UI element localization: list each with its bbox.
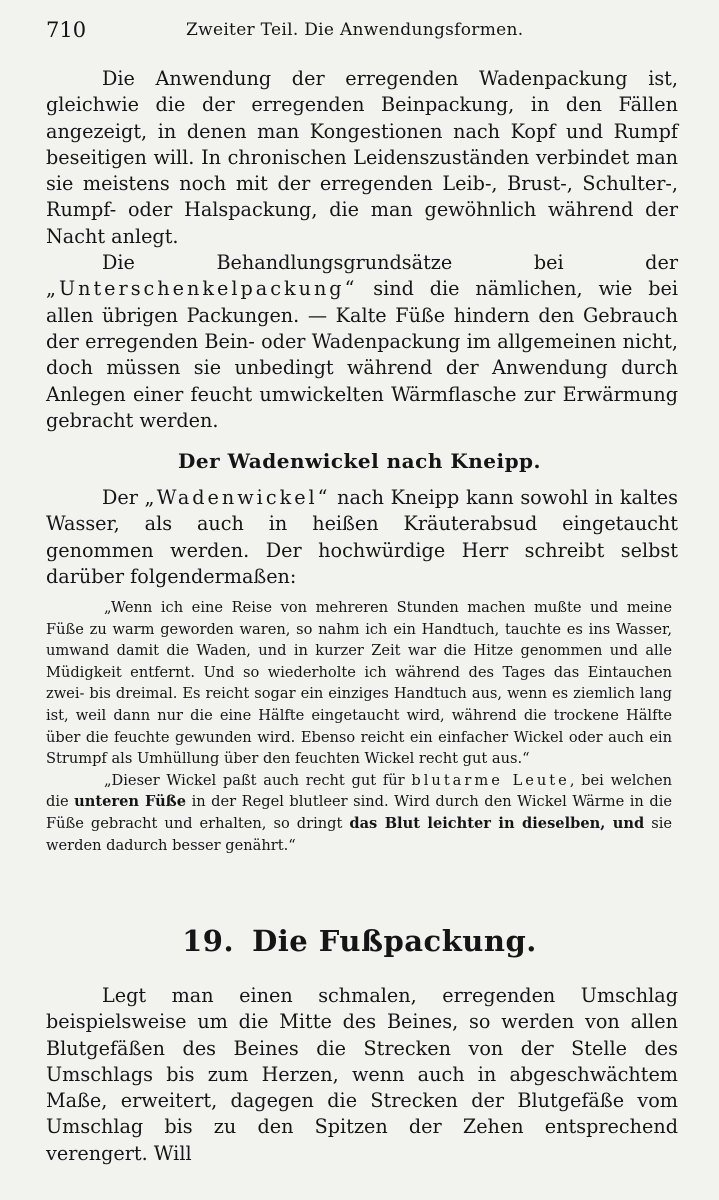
quote-text: , bei welchen die <box>46 771 672 811</box>
quote-text: sie werden dadurch besser genährt.“ <box>46 814 673 854</box>
bold-term: unteren Füße <box>74 793 187 811</box>
paragraph-kneipp-intro <box>46 485 678 590</box>
paragraph-text: sind die nämlichen, wie bei allen übrigen Packungen. — Kalte Füße hindern den Gebrauch der erregenden Bein- oder Wadenpackung im allgemeinen nicht, doch müssen sie unbedingt während der Anwendung durch Anlegen einer feucht umwickelten Wärmflasche zur Erwärmung gebracht werden. <box>46 277 678 432</box>
emphasized-term: „Unterschenkelpackung“ <box>46 277 358 301</box>
paragraph-text: Die Behandlungsgrundsätze bei der <box>102 251 678 275</box>
kneipp-quotation <box>46 597 672 856</box>
chapter-title: Die Fußpackung. <box>252 924 537 958</box>
chapter-number: 19. <box>182 924 235 958</box>
bold-term: das Blut leichter in dieselben, und <box>349 814 645 832</box>
paragraph-treatment-principles <box>46 250 678 434</box>
text-block-top <box>46 66 678 434</box>
emphasized-term: „Wadenwickel“ <box>144 486 331 509</box>
quote-text: „Dieser Wickel paßt auch recht gut für <box>104 771 412 789</box>
running-head: Zweiter Teil. Die Anwendungsformen. <box>186 20 524 40</box>
quote-text: in der Regel blutleer sind. Wird durch den Wickel Wärme in die Füße gebracht und erhalten, so dringt <box>46 793 672 832</box>
quote-paragraph-2 <box>46 770 672 856</box>
text-block-kneipp-intro <box>46 485 678 590</box>
paragraph-wadenpackung-indication: Die Anwendung der erregenden Wadenpackung ist, gleichwie die der erregenden Beinpackung, in den Fällen angezeigt, in denen man Kongestionen nach Kopf und Rumpf beseitigen will. In chronischen Leidenszuständen verbindet man sie meistens noch mit der erregenden Leib-, Brust-, Schulter-, Rumpf- oder Halspackung, die man gewöhnlich während der Nacht anlegt. <box>46 67 678 248</box>
paragraph-text: Der <box>102 486 145 509</box>
emphasized-term: blutarme Leute <box>411 771 570 789</box>
page-header <box>46 18 676 48</box>
quote-paragraph-1: „Wenn ich eine Reise von mehreren Stunden machen mußte und meine Füße zu warm geworden waren, so nahm ich ein Handtuch, tauchte es ins Wasser, umwand damit die Waden, und in kurzer Zeit war die Hitze genommen und alle Müdigkeit entfernt. Und so wiederholte ich während des Tages das Eintauchen zwei- bis dreimal. Es reicht sogar ein einziges Handtuch aus, wenn es ziemlich lang ist, weil dann nur die eine Hälfte eingetaucht wird, während die trockene Hälfte über die feuchte gewunden wird. Ebenso reicht ein einfacher Wickel oder auch ein Strumpf als Umhüllung über den feuchten Wickel recht gut aus.“ <box>46 599 672 768</box>
section-heading-wadenwickel: Der Wadenwickel nach Kneipp. <box>178 449 541 473</box>
paragraph-text: nach Kneipp kann sowohl in kaltes Wasser, als auch in heißen Kräuterabsud eingetaucht genommen werden. Der hochwürdige Herr schreibt selbst darüber folgendermaßen: <box>46 486 678 588</box>
paragraph-fusspackung-explanation: Legt man einen schmalen, erregenden Umschlag beispielsweise um die Mitte des Beines, so werden von allen Blutgefäßen des Beines die Strecken von der Stelle des Umschlags bis zum Herzen, wenn auch in abgeschwächtem Maße, erweitert, dagegen die Strecken der Blutgefäße vom Umschlag bis zu den Spitzen der Zehen entsprechend verengert. Will <box>46 984 678 1165</box>
chapter-heading-fusspackung <box>0 924 719 958</box>
text-block-bottom <box>46 983 678 1167</box>
page-number: 710 <box>46 18 87 42</box>
